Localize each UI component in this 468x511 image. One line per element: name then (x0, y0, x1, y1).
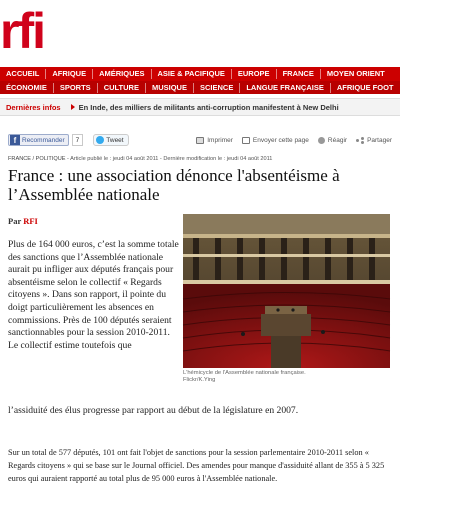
breaking-news-ticker (0, 98, 400, 116)
article-title: France : une association dénonce l'absentéisme à l’Assemblée nationale (8, 166, 340, 204)
react-link[interactable] (318, 137, 347, 144)
facebook-recommend-label: Recommander (22, 136, 65, 144)
nav-item-ameriques[interactable]: AMÉRIQUES (93, 69, 151, 79)
byline (8, 216, 38, 226)
print-label: Imprimer (207, 136, 233, 144)
print-link[interactable] (196, 137, 233, 144)
assembly-hemicycle-photo (183, 214, 390, 368)
article-lead: Plus de 164 000 euros, c’est la somme totale des sanctions que l’Assemblée nationale aurait pu infliger aux députés français pour absentéisme selon le collectif « Regards citoyens ». Dans son rapport, il pointe du doigt particulièrement les absences en commissions. Près de 100 députés seraient sanctionnables pour la session 2010-2011. Le collectif estime toutefois que (8, 239, 179, 351)
secondary-nav (0, 81, 462, 94)
printer-icon (196, 137, 204, 144)
nav-item-sports[interactable]: SPORTS (54, 83, 98, 93)
article-lead-continued: l’assiduité des élus progresse par rapport au début de la législature en 2007. (8, 405, 299, 416)
social-toolbar (0, 132, 400, 148)
ticker-label: Dernières infos (6, 102, 61, 112)
nav-item-economie[interactable]: ÉCONOMIE (0, 83, 54, 93)
nav-item-france[interactable]: FRANCE (277, 69, 321, 79)
share-link[interactable] (356, 137, 392, 144)
article-photo-figure (183, 214, 390, 384)
comment-icon (318, 137, 325, 144)
photo-caption-text: L'hémicycle de l'Assemblée nationale française. (183, 370, 306, 376)
nav-item-musique[interactable]: MUSIQUE (146, 83, 194, 93)
main-nav (0, 67, 400, 81)
nav-item-science[interactable]: SCIENCE (194, 83, 240, 93)
ticker-headline-link[interactable]: En Inde, des milliers de militants anti-corruption manifestent à New Delhi (78, 102, 339, 112)
facebook-icon: f (10, 135, 20, 145)
envelope-icon (242, 137, 250, 144)
nav-item-programmes[interactable]: PROGRAMMES (406, 82, 462, 92)
facebook-recommend-button[interactable] (8, 134, 69, 146)
article-section-link[interactable]: FRANCE / POLITIQUE (8, 156, 66, 162)
share-icon (356, 137, 364, 144)
byline-prefix: Par (8, 216, 24, 226)
facebook-count: 7 (72, 134, 84, 146)
tweet-label: Tweet (106, 136, 124, 144)
article-meta (8, 156, 394, 162)
send-page-link[interactable] (242, 137, 309, 144)
photo-caption (183, 370, 390, 384)
site-header (0, 0, 400, 66)
nav-item-europe[interactable]: EUROPE (232, 69, 277, 79)
photo-credit: Flickr/K.Ying (183, 377, 216, 383)
rfi-logo[interactable]: rfi (0, 3, 44, 59)
article-dates: - Article publié le : jeudi 04 août 2011 - Dernière modification le : jeudi 04 août 2011 (65, 156, 273, 162)
react-label: Réagir (327, 136, 348, 144)
nav-item-moyen-orient[interactable]: MOYEN ORIENT (326, 69, 385, 78)
nav-item-langue-francaise[interactable]: LANGUE FRANÇAISE (240, 83, 331, 93)
article-tools (196, 137, 392, 144)
arrow-icon (71, 104, 75, 110)
nav-item-afrique[interactable]: AFRIQUE (46, 69, 93, 79)
share-label: Partager (367, 136, 392, 144)
article-body-paragraph: Sur un total de 577 députés, 101 ont fait l'objet de sanctions pour la session parlementaire 2010-2011 selon « Regards citoyens » qui se base sur le Journal officiel. Des amendes pour manque d'assiduité allant de 355 à 5 325 euros qui auraient rapporté au total plus de 95 000 euros à l'Assemblée nationale. (8, 448, 385, 484)
twitter-icon (96, 136, 104, 144)
byline-author-link[interactable]: RFI (23, 216, 38, 226)
nav-item-asie-pacifique[interactable]: ASIE & PACIFIQUE (152, 69, 232, 79)
send-page-label: Envoyer cette page (252, 136, 309, 144)
nav-item-accueil[interactable]: ACCUEIL (0, 69, 46, 79)
nav-item-culture[interactable]: CULTURE (98, 83, 146, 93)
tweet-button[interactable] (93, 134, 128, 146)
nav-item-afrique-foot[interactable]: AFRIQUE FOOT (331, 83, 401, 93)
